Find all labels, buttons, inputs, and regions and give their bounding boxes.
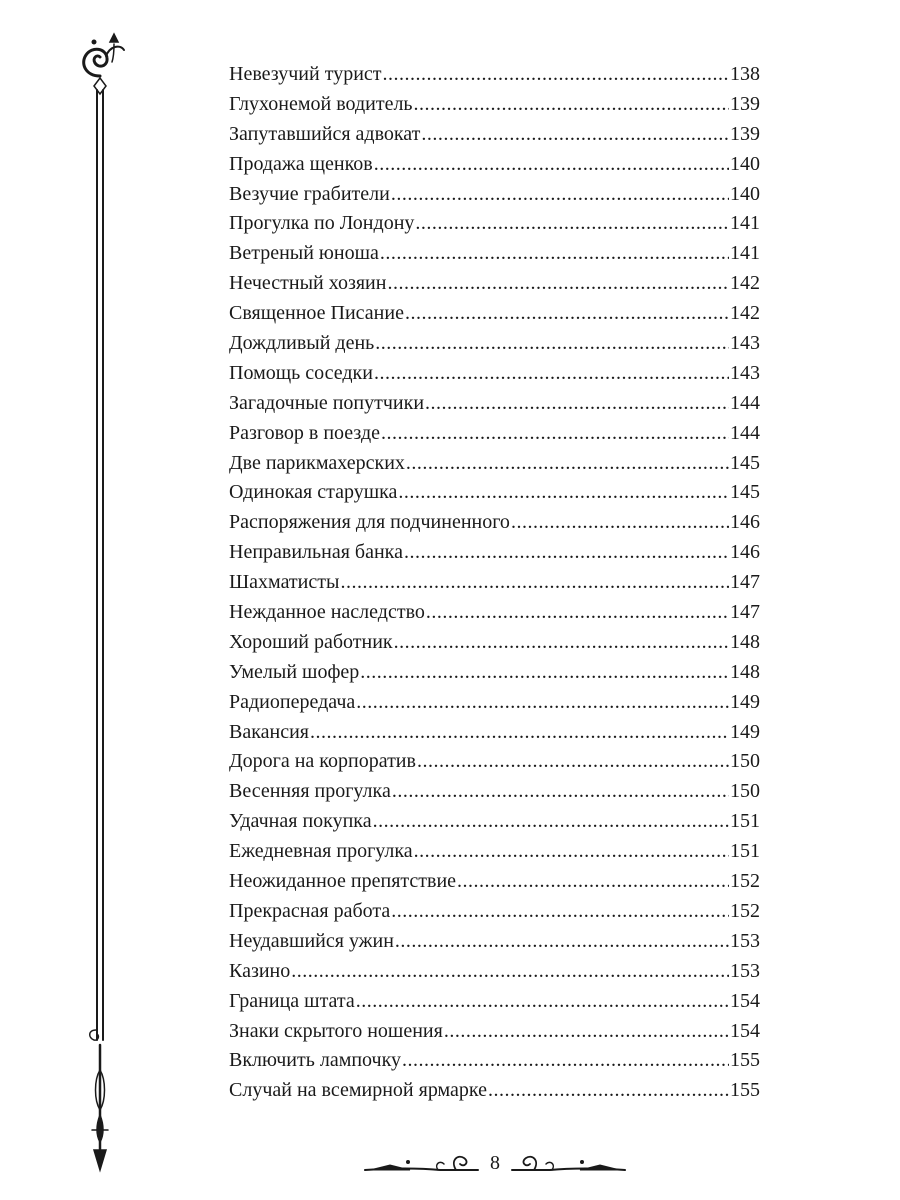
- toc-dot-leader: [488, 1076, 729, 1106]
- toc-entry-page: 148: [730, 630, 760, 653]
- toc-entry-page: 154: [730, 989, 760, 1012]
- toc-entry-title: Помощь соседки: [229, 361, 373, 384]
- toc-entry: [229, 718, 760, 748]
- toc-entry: [229, 209, 760, 239]
- toc-entry-page: 155: [730, 1079, 760, 1102]
- toc-entry: [229, 777, 760, 807]
- toc-dot-leader: [375, 329, 729, 359]
- toc-entry-title: Хороший работник: [229, 630, 393, 653]
- page-footer: [360, 1148, 630, 1188]
- toc-entry-title: Прекрасная работа: [229, 899, 391, 922]
- toc-entry: [229, 927, 760, 957]
- toc-entry-title: Нечестный хозяин: [229, 272, 387, 295]
- toc-entry: [229, 269, 760, 299]
- toc-entry-page: 149: [730, 690, 760, 713]
- toc-entry-title: Глухонемой водитель: [229, 92, 413, 115]
- toc-entry-page: 153: [730, 959, 760, 982]
- toc-dot-leader: [391, 897, 729, 927]
- toc-entry: [229, 1046, 760, 1076]
- toc-dot-leader: [392, 777, 729, 807]
- toc-dot-leader: [444, 1017, 729, 1047]
- toc-entry: [229, 1017, 760, 1047]
- toc-entry-page: 142: [730, 302, 760, 325]
- toc-entry: [229, 60, 760, 90]
- toc-entry: [229, 658, 760, 688]
- toc-entry-title: Загадочные попутчики: [229, 391, 425, 414]
- toc-entry: [229, 508, 760, 538]
- toc-entry: [229, 538, 760, 568]
- toc-entry-title: Прогулка по Лондону: [229, 212, 415, 235]
- toc-entry: [229, 628, 760, 658]
- toc-dot-leader: [373, 807, 729, 837]
- toc-entry-page: 141: [730, 242, 760, 265]
- toc-dot-leader: [374, 150, 729, 180]
- toc-dot-leader: [414, 90, 729, 120]
- page-number: 8: [490, 1152, 500, 1174]
- toc-dot-leader: [425, 389, 729, 419]
- toc-entry: [229, 747, 760, 777]
- toc-entry-page: 153: [730, 929, 760, 952]
- toc-dot-leader: [406, 449, 729, 479]
- toc-dot-leader: [380, 239, 729, 269]
- toc-entry-page: 143: [730, 361, 760, 384]
- toc-entry-title: Разговор в поезде: [229, 421, 381, 444]
- toc-dot-leader: [387, 269, 729, 299]
- toc-entry-page: 152: [730, 899, 760, 922]
- toc-dot-leader: [415, 209, 729, 239]
- toc-entry: [229, 1076, 760, 1106]
- toc-entry: [229, 568, 760, 598]
- toc-dot-leader: [414, 837, 729, 867]
- toc-dot-leader: [421, 120, 729, 150]
- toc-entry-page: 139: [730, 92, 760, 115]
- toc-dot-leader: [374, 359, 729, 389]
- toc-entry-page: 154: [730, 1019, 760, 1042]
- toc-dot-leader: [395, 927, 729, 957]
- toc-dot-leader: [398, 478, 729, 508]
- toc-dot-leader: [402, 1046, 729, 1076]
- toc-dot-leader: [356, 987, 729, 1017]
- toc-entry-title: Ежедневная прогулка: [229, 840, 413, 863]
- toc-entry: [229, 329, 760, 359]
- toc-entry-title: Удачная покупка: [229, 810, 372, 833]
- toc-entry-title: Неудавшийся ужин: [229, 929, 394, 952]
- toc-entry-title: Вакансия: [229, 720, 309, 743]
- toc-entry-page: 155: [730, 1049, 760, 1072]
- toc-entry: [229, 837, 760, 867]
- toc-entry: [229, 897, 760, 927]
- toc-dot-leader: [383, 60, 729, 90]
- toc-entry-page: 138: [730, 63, 760, 85]
- toc-entry-title: Распоряжения для подчиненного: [229, 511, 510, 534]
- toc-entry: [229, 389, 760, 419]
- toc-entry-page: 150: [730, 780, 760, 803]
- toc-dot-leader: [394, 628, 729, 658]
- toc-entry-page: 143: [730, 332, 760, 355]
- toc-dot-leader: [381, 419, 729, 449]
- toc-dot-leader: [360, 658, 729, 688]
- toc-entry-page: 148: [730, 660, 760, 683]
- toc-entry-title: Весенняя прогулка: [229, 780, 391, 803]
- toc-entry: [229, 180, 760, 210]
- toc-entry-title: Включить лампочку: [229, 1049, 402, 1072]
- toc-entry-page: 149: [730, 720, 760, 743]
- toc-entry-page: 146: [730, 511, 760, 534]
- toc-entry-page: 151: [730, 810, 760, 833]
- toc-entry-title: Ветреный юноша: [229, 242, 379, 265]
- toc-entry-page: 145: [730, 481, 760, 504]
- toc-entry-title: Случай на всемирной ярмарке: [229, 1079, 488, 1102]
- toc-entry-title: Знаки скрытого ношения: [229, 1019, 443, 1042]
- toc-entry: [229, 867, 760, 897]
- toc-entry-title: Казино: [229, 959, 291, 982]
- toc-entry: [229, 807, 760, 837]
- toc-entry-page: 140: [730, 152, 760, 175]
- toc-entry-page: 142: [730, 272, 760, 295]
- toc-entry: [229, 449, 760, 479]
- toc-entry: [229, 90, 760, 120]
- toc-entry-title: Неправильная банка: [229, 541, 403, 564]
- toc-entry-page: 152: [730, 870, 760, 893]
- toc-entry-title: Запутавшийся адвокат: [229, 122, 421, 145]
- toc-entry: [229, 359, 760, 389]
- toc-dot-leader: [457, 867, 729, 897]
- toc-dot-leader: [391, 180, 729, 210]
- toc-dot-leader: [405, 299, 729, 329]
- table-of-contents: [229, 60, 760, 1106]
- toc-entry-page: 144: [730, 391, 760, 414]
- toc-entry-title: Умелый шофер: [229, 660, 360, 683]
- toc-entry-title: Нежданное наследство: [229, 601, 425, 624]
- toc-entry-title: Дорога на корпоратив: [229, 750, 416, 773]
- toc-entry-title: Шахматисты: [229, 571, 340, 594]
- toc-entry: [229, 598, 760, 628]
- toc-dot-leader: [356, 688, 729, 718]
- toc-entry-page: 144: [730, 421, 760, 444]
- toc-entry-title: Одинокая старушка: [229, 481, 398, 504]
- toc-dot-leader: [310, 718, 729, 748]
- toc-entry: [229, 299, 760, 329]
- toc-entry-title: Невезучий турист: [229, 63, 382, 85]
- toc-dot-leader: [426, 598, 729, 628]
- toc-entry-title: Граница штата: [229, 989, 355, 1012]
- toc-entry-page: 140: [730, 182, 760, 205]
- toc-entry: [229, 478, 760, 508]
- toc-entry-title: Неожиданное препятствие: [229, 870, 457, 893]
- toc-entry-page: 147: [730, 601, 760, 624]
- toc-entry-page: 150: [730, 750, 760, 773]
- toc-entry: [229, 419, 760, 449]
- toc-dot-leader: [340, 568, 729, 598]
- toc-entry-title: Священное Писание: [229, 302, 404, 325]
- toc-entry-title: Две парикмахерских: [229, 451, 405, 474]
- toc-entry: [229, 120, 760, 150]
- toc-entry-title: Дождливый день: [229, 332, 375, 355]
- toc-entry: [229, 957, 760, 987]
- toc-entry-title: Продажа щенков: [229, 152, 373, 175]
- scroll-border-icon: [70, 30, 140, 1190]
- toc-dot-leader: [291, 957, 729, 987]
- toc-entry-title: Радиопередача: [229, 690, 356, 713]
- toc-entry: [229, 239, 760, 269]
- toc-dot-leader: [404, 538, 729, 568]
- toc-entry-page: 141: [730, 212, 760, 235]
- toc-entry: [229, 150, 760, 180]
- toc-dot-leader: [417, 747, 729, 777]
- toc-entry-page: 146: [730, 541, 760, 564]
- toc-entry-page: 139: [730, 122, 760, 145]
- toc-entry-page: 151: [730, 840, 760, 863]
- toc-entry: [229, 688, 760, 718]
- toc-entry: [229, 987, 760, 1017]
- toc-entry-title: Везучие грабители: [229, 182, 390, 205]
- toc-dot-leader: [511, 508, 729, 538]
- toc-entry-page: 147: [730, 571, 760, 594]
- toc-entry-page: 145: [730, 451, 760, 474]
